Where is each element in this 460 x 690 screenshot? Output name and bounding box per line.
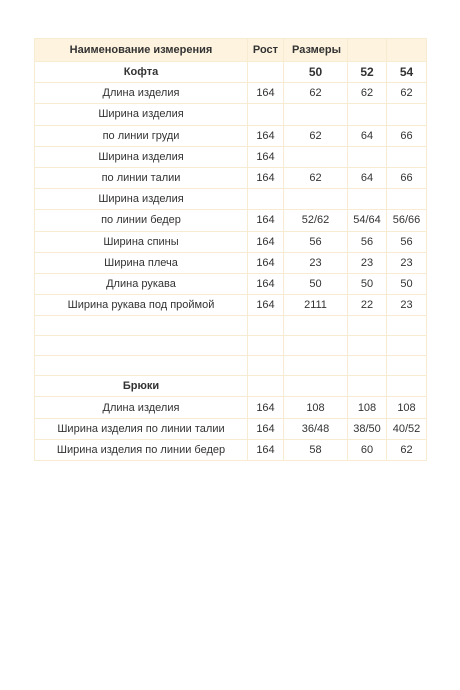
header-measurement-name: Наименование измерения — [35, 39, 248, 62]
height-cell: 164 — [248, 167, 284, 188]
measurement-name-cell: по линии бедер — [35, 210, 248, 231]
section-row — [35, 376, 427, 397]
height-cell: 164 — [248, 125, 284, 146]
header-blank-cell — [348, 39, 387, 62]
size-cell: 54/64 — [348, 210, 387, 231]
size-cell: 36/48 — [284, 418, 348, 439]
measurement-name-cell — [35, 356, 248, 376]
size-cell: 50 — [348, 273, 387, 294]
measurement-name-cell: по линии груди — [35, 125, 248, 146]
height-cell: 164 — [248, 273, 284, 294]
size-cell: 56 — [348, 231, 387, 252]
table-row — [35, 231, 427, 252]
size-cell — [387, 146, 427, 167]
table-header-row — [35, 39, 427, 62]
table-row — [35, 295, 427, 316]
height-cell: 164 — [248, 146, 284, 167]
size-cell: 23 — [284, 252, 348, 273]
height-cell — [248, 356, 284, 376]
table-row — [35, 146, 427, 167]
size-cell: 108 — [348, 397, 387, 418]
height-cell — [248, 189, 284, 210]
measurement-name-cell: Длина изделия — [35, 83, 248, 104]
size-cell: 56 — [284, 231, 348, 252]
measurement-name-cell: Ширина изделия по линии талии — [35, 418, 248, 439]
size-cell: 62 — [284, 125, 348, 146]
empty-row — [35, 316, 427, 336]
height-cell: 164 — [248, 418, 284, 439]
size-cell: 66 — [387, 167, 427, 188]
header-height: Рост — [248, 39, 284, 62]
size-cell — [284, 104, 348, 125]
measurement-name-cell: Ширина спины — [35, 231, 248, 252]
measurement-name-cell: Длина рукава — [35, 273, 248, 294]
measurement-name-cell — [35, 316, 248, 336]
height-cell: 164 — [248, 252, 284, 273]
size-cell — [387, 336, 427, 356]
size-cell — [284, 376, 348, 397]
size-cell: 50 — [284, 273, 348, 294]
size-cell — [387, 189, 427, 210]
size-cell: 60 — [348, 439, 387, 460]
size-cell — [284, 146, 348, 167]
size-cell: 64 — [348, 125, 387, 146]
size-cell: 56/66 — [387, 210, 427, 231]
size-cell: 50 — [284, 62, 348, 83]
height-cell — [248, 316, 284, 336]
size-cell: 22 — [348, 295, 387, 316]
size-cell: 62 — [387, 83, 427, 104]
height-cell — [248, 336, 284, 356]
height-cell — [248, 376, 284, 397]
size-cell: 52 — [348, 62, 387, 83]
measurement-name-cell: Кофта — [35, 62, 248, 83]
height-cell: 164 — [248, 231, 284, 252]
size-cell: 23 — [348, 252, 387, 273]
table-row — [35, 104, 427, 125]
table-row — [35, 189, 427, 210]
measurement-name-cell: Ширина изделия — [35, 104, 248, 125]
size-cell: 56 — [387, 231, 427, 252]
empty-row — [35, 356, 427, 376]
size-cell: 58 — [284, 439, 348, 460]
size-cell: 52/62 — [284, 210, 348, 231]
table-row — [35, 83, 427, 104]
size-cell — [348, 376, 387, 397]
size-cell: 62 — [284, 167, 348, 188]
size-cell — [284, 316, 348, 336]
header-blank-cell — [387, 39, 427, 62]
table-row — [35, 125, 427, 146]
height-cell: 164 — [248, 210, 284, 231]
size-cell — [387, 316, 427, 336]
size-cell: 23 — [387, 252, 427, 273]
measurement-name-cell: Ширина изделия по линии бедер — [35, 439, 248, 460]
measurement-name-cell — [35, 336, 248, 356]
size-cell: 40/52 — [387, 418, 427, 439]
height-cell: 164 — [248, 439, 284, 460]
size-cell: 62 — [348, 83, 387, 104]
height-cell: 164 — [248, 83, 284, 104]
size-cell — [348, 336, 387, 356]
table-row — [35, 252, 427, 273]
size-cell — [348, 104, 387, 125]
measurement-name-cell: Ширина изделия — [35, 189, 248, 210]
section-row — [35, 62, 427, 83]
table-row — [35, 273, 427, 294]
table-row — [35, 397, 427, 418]
size-chart — [34, 38, 426, 461]
table-row — [35, 439, 427, 460]
size-cell: 54 — [387, 62, 427, 83]
size-cell: 38/50 — [348, 418, 387, 439]
size-cell — [348, 189, 387, 210]
size-cell — [284, 356, 348, 376]
table-row — [35, 210, 427, 231]
height-cell: 164 — [248, 397, 284, 418]
size-cell: 23 — [387, 295, 427, 316]
size-cell: 62 — [284, 83, 348, 104]
measurement-name-cell: Ширина рукава под проймой — [35, 295, 248, 316]
measurements-table — [34, 38, 427, 461]
size-cell — [348, 316, 387, 336]
measurement-name-cell: Ширина плеча — [35, 252, 248, 273]
size-cell: 2111 — [284, 295, 348, 316]
measurement-name-cell: Ширина изделия — [35, 146, 248, 167]
size-cell — [387, 104, 427, 125]
height-cell — [248, 104, 284, 125]
height-cell — [248, 62, 284, 83]
size-cell — [348, 356, 387, 376]
measurement-name-cell: по линии талии — [35, 167, 248, 188]
size-cell: 62 — [387, 439, 427, 460]
size-cell: 50 — [387, 273, 427, 294]
measurement-name-cell: Брюки — [35, 376, 248, 397]
size-cell: 108 — [284, 397, 348, 418]
table-row — [35, 418, 427, 439]
table-row — [35, 167, 427, 188]
height-cell: 164 — [248, 295, 284, 316]
size-cell — [284, 336, 348, 356]
size-cell — [387, 356, 427, 376]
size-cell — [284, 189, 348, 210]
empty-row — [35, 336, 427, 356]
size-cell — [348, 146, 387, 167]
size-cell: 64 — [348, 167, 387, 188]
measurement-name-cell: Длина изделия — [35, 397, 248, 418]
size-cell — [387, 376, 427, 397]
size-cell: 108 — [387, 397, 427, 418]
size-cell: 66 — [387, 125, 427, 146]
header-sizes: Размеры — [284, 39, 348, 62]
